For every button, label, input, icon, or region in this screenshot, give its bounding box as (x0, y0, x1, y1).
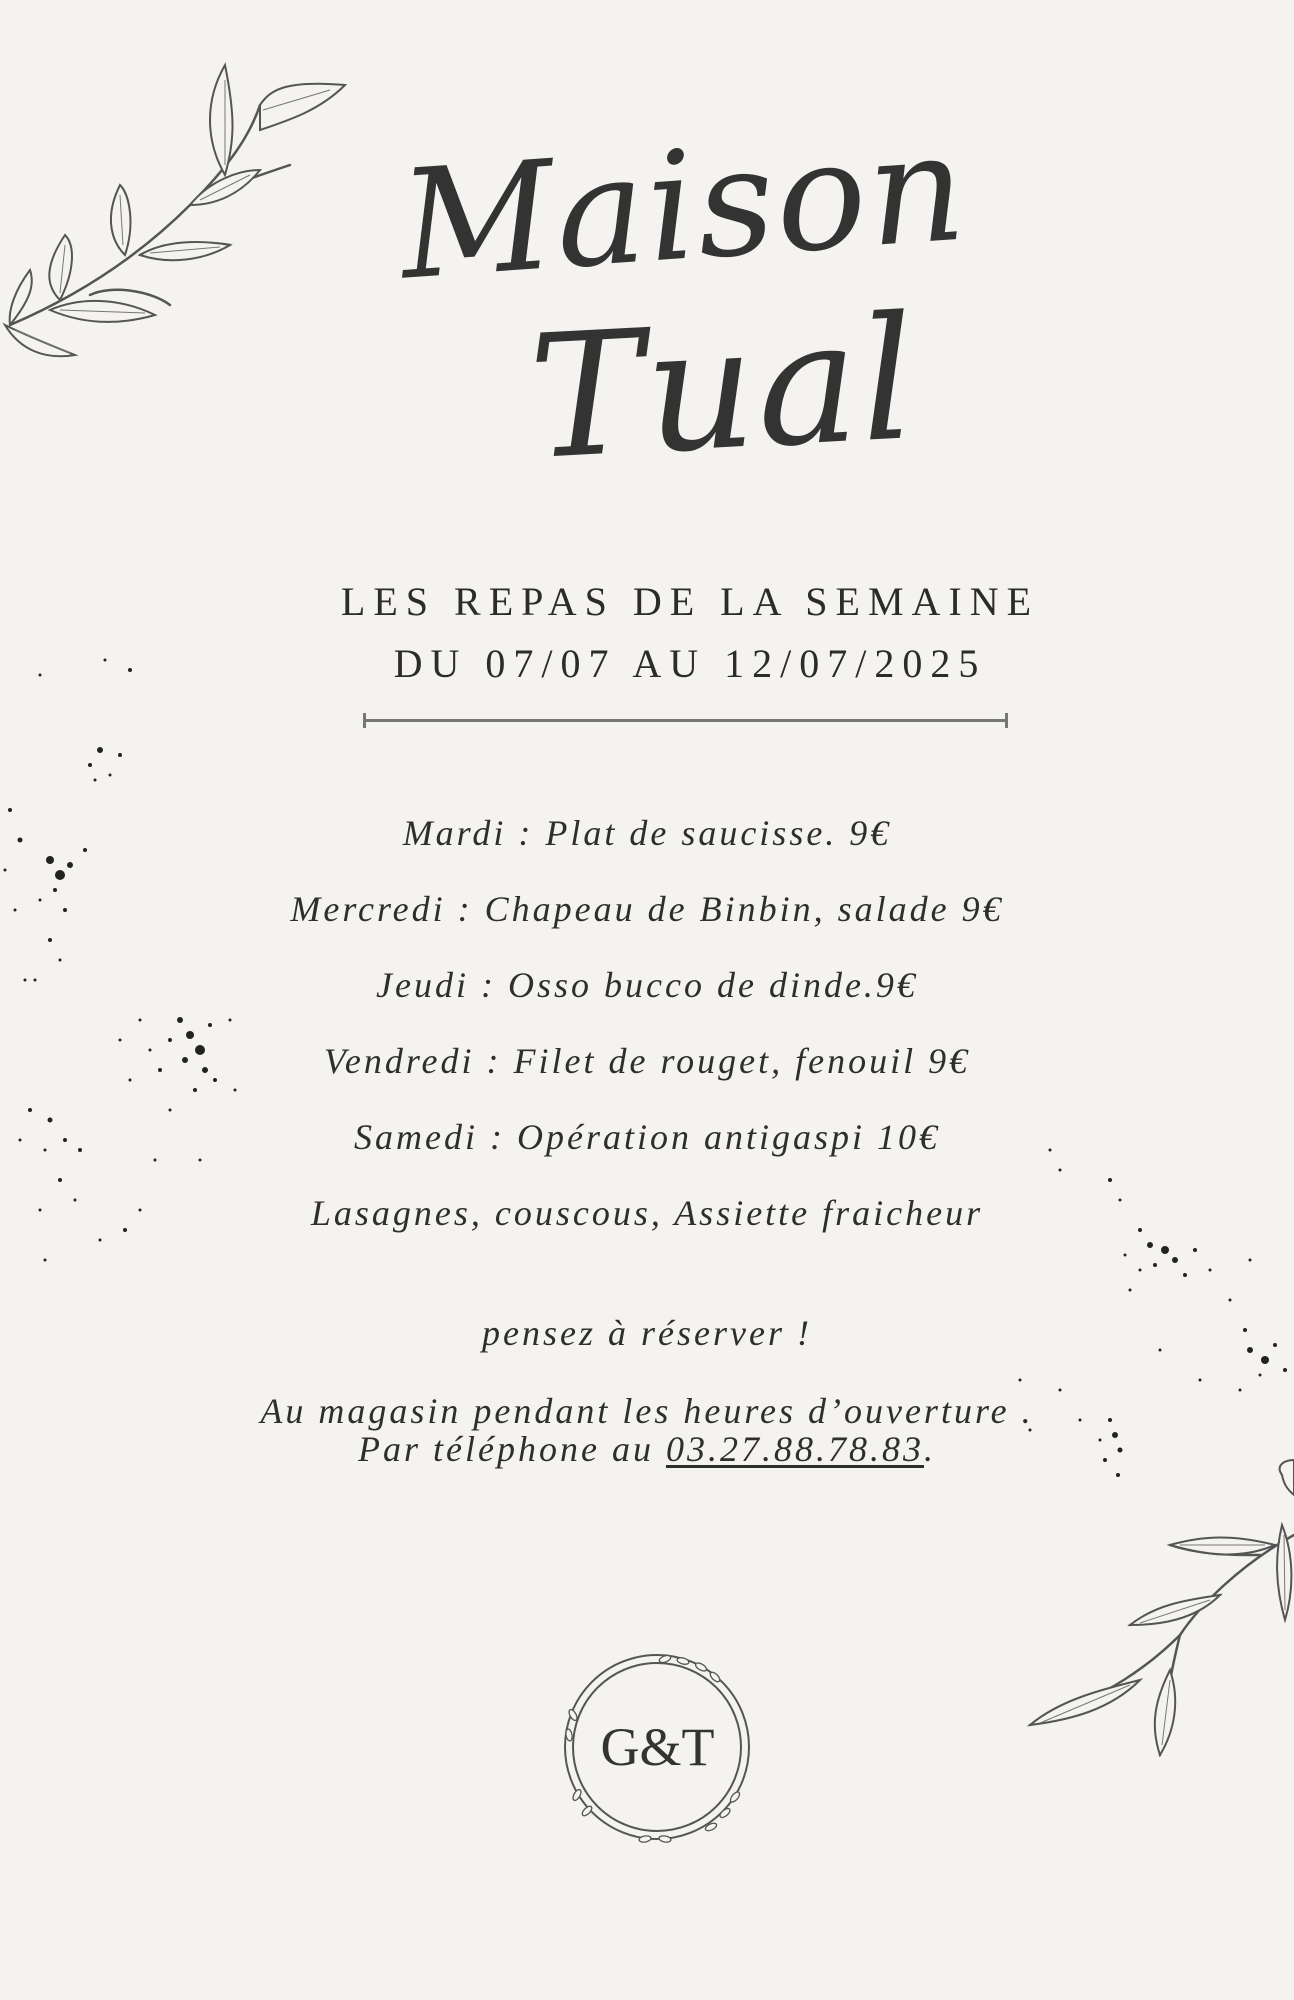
section-heading: LES REPAS DE LA SEMAINE (340, 579, 1040, 624)
menu-item-samedi: Samedi : Opération antigaspi 10€ (354, 1117, 940, 1157)
date-range: DU 07/07 AU 12/07/2025 (393, 641, 987, 686)
menu-item-jeudi: Jeudi : Osso bucco de dinde.9€ (376, 965, 918, 1005)
paint-speckles-icon (0, 640, 260, 1280)
shop-title-line1: Maison (394, 100, 973, 314)
leaf-branch-icon (1020, 1455, 1294, 1775)
reserve-cta: pensez à réserver ! (482, 1313, 812, 1353)
menu-item-samedi-options: Lasagnes, couscous, Assiette fraicheur (310, 1193, 984, 1233)
reserve-phone-prefix: Par téléphone au (358, 1429, 666, 1469)
menu-item-vendredi: Vendredi : Filet de rouget, fenouil 9€ (323, 1041, 971, 1081)
monogram-text: G&T (600, 1717, 715, 1777)
menu-item-mercredi: Mercredi : Chapeau de Binbin, salade 9€ (290, 889, 1004, 929)
reserve-phone-suffix: . (923, 1429, 936, 1469)
monogram-logo (555, 1645, 760, 1850)
leaf-branch-icon (0, 55, 360, 375)
shop-title (380, 50, 980, 498)
shop-title-line2: Tual (525, 280, 922, 498)
reserve-store: Au magasin pendant les heures d’ouverture . (260, 1391, 1034, 1431)
phone-link[interactable]: 03.27.88.78.83 (665, 1429, 924, 1469)
menu-item-mardi: Mardi : Plat de saucisse. 9€ (402, 813, 892, 853)
reserve-phone-line (0, 1428, 1294, 1470)
divider (363, 719, 1008, 722)
